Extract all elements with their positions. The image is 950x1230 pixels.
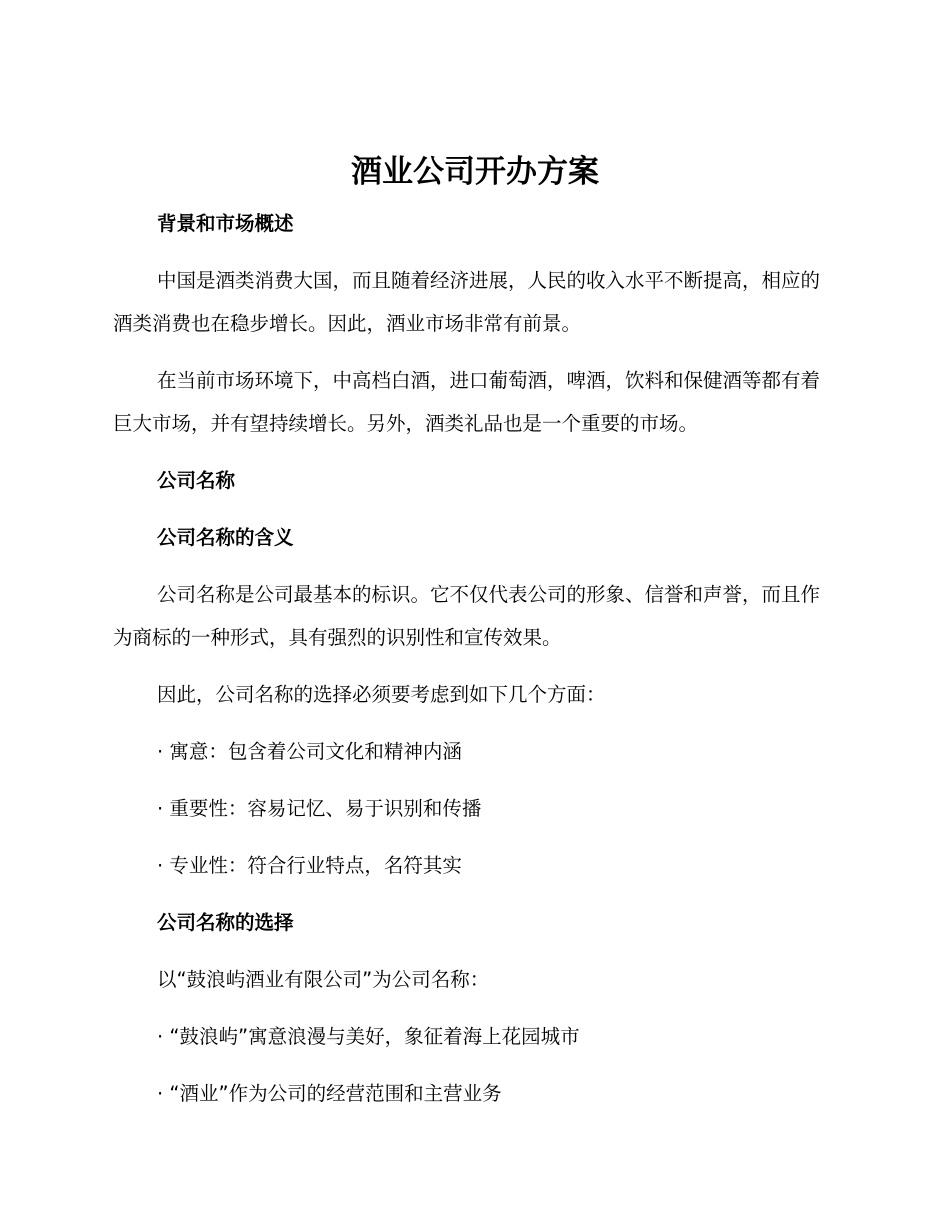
list-item: · “鼓浪屿”寓意浪漫与美好，象征着海上花园城市 bbox=[157, 1025, 580, 1048]
paragraph-name-meaning-1: 公司名称是公司最基本的标识。它不仅代表公司的形象、信誉和声誉，而且作为商标的一种形式，具有强烈的识别性和宣传效果。 bbox=[113, 583, 821, 649]
paragraph-background-2: 在当前市场环境下，中高档白酒，进口葡萄酒，啤酒，饮料和保健酒等都有着巨大市场，并有望持续增长。另外，酒类礼品也是一个重要的市场。 bbox=[113, 369, 821, 435]
section-heading-name-choice: 公司名称的选择 bbox=[157, 911, 294, 934]
list-item: · “酒业”作为公司的经营范围和主营业务 bbox=[157, 1082, 502, 1105]
list-item: · 寓意：包含着公司文化和精神内涵 bbox=[157, 740, 462, 763]
list-item: · 重要性：容易记忆、易于识别和传播 bbox=[157, 797, 482, 820]
paragraph-background-1: 中国是酒类消费大国，而且随着经济进展，人民的收入水平不断提高，相应的酒类消费也在稳步增长。因此，酒业市场非常有前景。 bbox=[113, 269, 821, 335]
section-heading-company-name: 公司名称 bbox=[157, 469, 236, 492]
section-heading-background: 背景和市场概述 bbox=[157, 212, 294, 235]
paragraph-name-meaning-2: 因此，公司名称的选择必须要考虑到如下几个方面： bbox=[157, 683, 606, 706]
document-title: 酒业公司开办方案 bbox=[351, 154, 599, 190]
document-content bbox=[113, 148, 837, 1115]
paragraph-name-choice-1: 以“鼓浪屿酒业有限公司”为公司名称： bbox=[157, 968, 490, 991]
section-heading-name-meaning: 公司名称的含义 bbox=[157, 526, 294, 549]
list-item: · 专业性：符合行业特点，名符其实 bbox=[157, 854, 462, 877]
